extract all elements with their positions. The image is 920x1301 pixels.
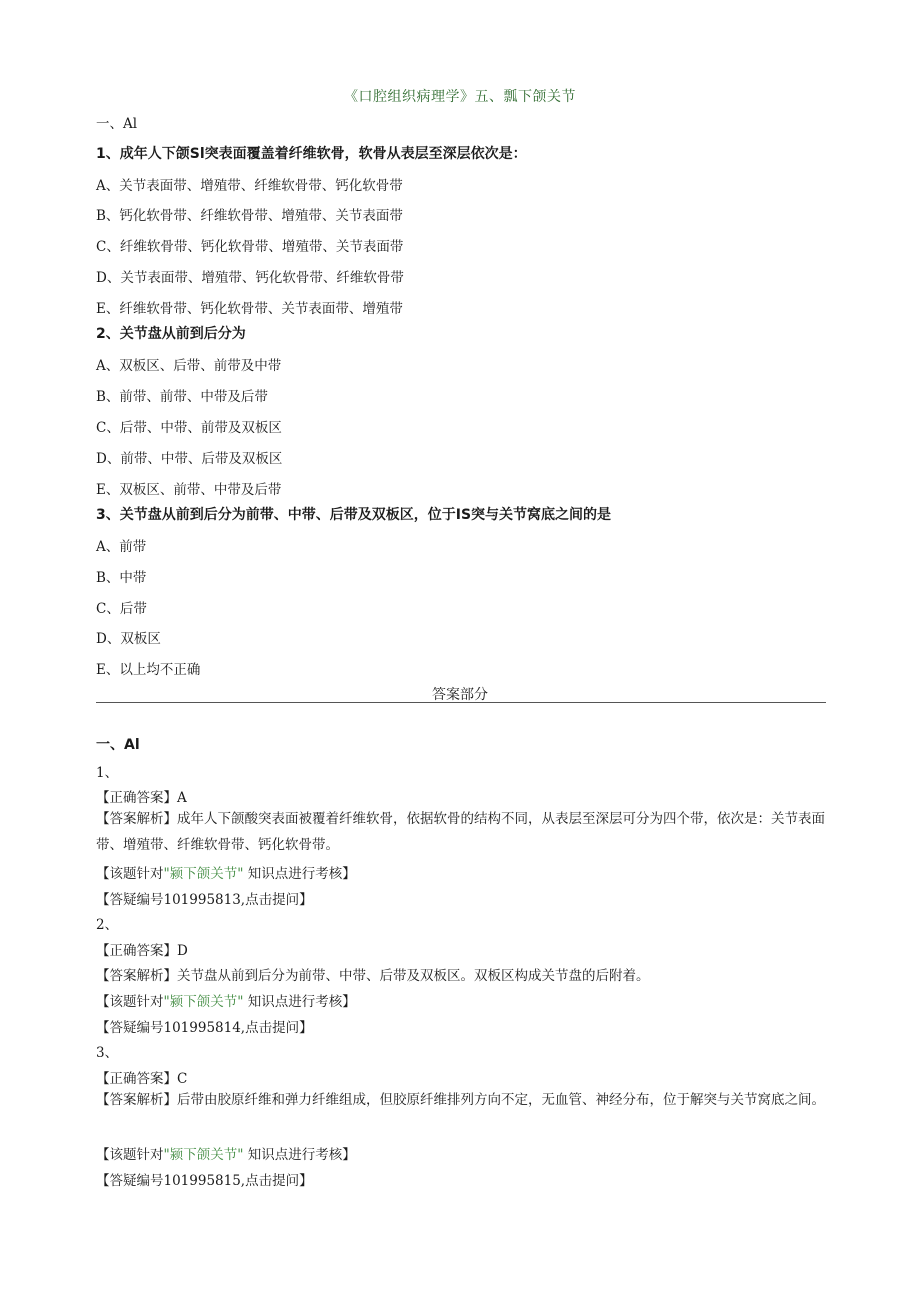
question-3-stem: 3、关节盘从前到后分为前带、中带、后带及双板区，位于IS突与关节窝底之间的是: [96, 507, 612, 523]
answer-1-code[interactable]: 【答疑编号101995813,点击提问】: [96, 892, 313, 908]
question-2-stem: 2、关节盘从前到后分为: [96, 326, 246, 342]
answer-3-number: 3、: [96, 1045, 119, 1061]
answer-3-topic: [96, 1143, 356, 1163]
answer-1-topic: [96, 862, 356, 882]
topic-suffix: 知识点进行考核】: [243, 1147, 356, 1163]
question-1-option-e: E、纤维软骨带、钙化软骨带、关节表面带、增殖带: [96, 301, 403, 317]
question-3-option-a: A、前带: [96, 539, 147, 555]
answer-1-number: 1、: [96, 765, 119, 781]
answer-3-code[interactable]: 【答疑编号101995815,点击提问】: [96, 1173, 313, 1189]
topic-prefix: 【该题针对: [96, 994, 164, 1010]
answer-2-correct: 【正确答案】D: [96, 943, 188, 959]
answer-1-correct: 【正确答案】A: [96, 790, 187, 806]
question-3-option-c: C、后带: [96, 601, 147, 617]
question-3-option-d: D、双板区: [96, 631, 161, 647]
question-1-option-d: D、关节表面带、增殖带、钙化软骨带、纤维软骨带: [96, 270, 404, 286]
question-1-option-c: C、纤维软骨带、钙化软骨带、增殖带、关节表面带: [96, 239, 404, 255]
answer-section-label: 答案部分: [432, 687, 488, 703]
question-2-option-c: C、后带、中带、前带及双板区: [96, 420, 282, 436]
answer-3-correct: 【正确答案】C: [96, 1071, 188, 1087]
topic-link[interactable]: "颍下颌关节": [163, 1147, 244, 1163]
question-2-option-e: E、双板区、前带、中带及后带: [96, 482, 282, 498]
question-2-option-d: D、前带、中带、后带及双板区: [96, 451, 283, 467]
question-1-option-b: B、钙化软骨带、纤维软骨带、增殖带、关节表面带: [96, 208, 403, 224]
answer-2-number: 2、: [96, 917, 119, 933]
question-1-stem: 1、成年人下颌Sl突表面覆盖着纤维软骨，软骨从表层至深层依次是：: [96, 146, 527, 162]
topic-suffix: 知识点进行考核】: [243, 994, 356, 1010]
topic-link[interactable]: "颍下颌关节": [163, 994, 244, 1010]
answer-3-analysis: 【答案解析】后带由胶原纤维和弹力纤维组成，但胶原纤维排列方向不定，无血管、神经分布，位于解突与关节窝底之间。: [96, 1092, 825, 1108]
topic-suffix: 知识点进行考核】: [243, 866, 356, 882]
section-heading: 一、Al: [96, 116, 138, 132]
answer-section-heading: 一、Al: [96, 737, 140, 753]
topic-prefix: 【该题针对: [96, 1147, 164, 1163]
topic-prefix: 【该题针对: [96, 866, 164, 882]
document-title: 《口腔组织病理学》五、瓢下颌关节: [344, 89, 576, 105]
topic-link[interactable]: "颍下颌关节": [163, 866, 244, 882]
answer-1-analysis: 【答案解析】成年人下颌酸突表面被覆着纤维软骨，依据软骨的结构不同，从表层至深层可分为四个带，依次是：关节表面带、增殖带、纤维软骨带、钙化软骨带。: [96, 811, 825, 853]
section-divider: [96, 702, 826, 703]
question-2-option-b: B、前带、前带、中带及后带: [96, 389, 268, 405]
question-3-option-e: E、以上均不正确: [96, 662, 201, 678]
question-2-option-a: A、双板区、后带、前带及中带: [96, 358, 282, 374]
answer-2-code[interactable]: 【答疑编号101995814,点击提问】: [96, 1020, 313, 1036]
answer-2-topic: [96, 990, 356, 1010]
question-3-option-b: B、中带: [96, 570, 147, 586]
answer-2-analysis: 【答案解析】关节盘从前到后分为前带、中带、后带及双板区。双板区构成关节盘的后附着。: [96, 968, 650, 984]
question-1-option-a: A、关节表面带、增殖带、纤维软骨带、钙化软骨带: [96, 178, 403, 194]
